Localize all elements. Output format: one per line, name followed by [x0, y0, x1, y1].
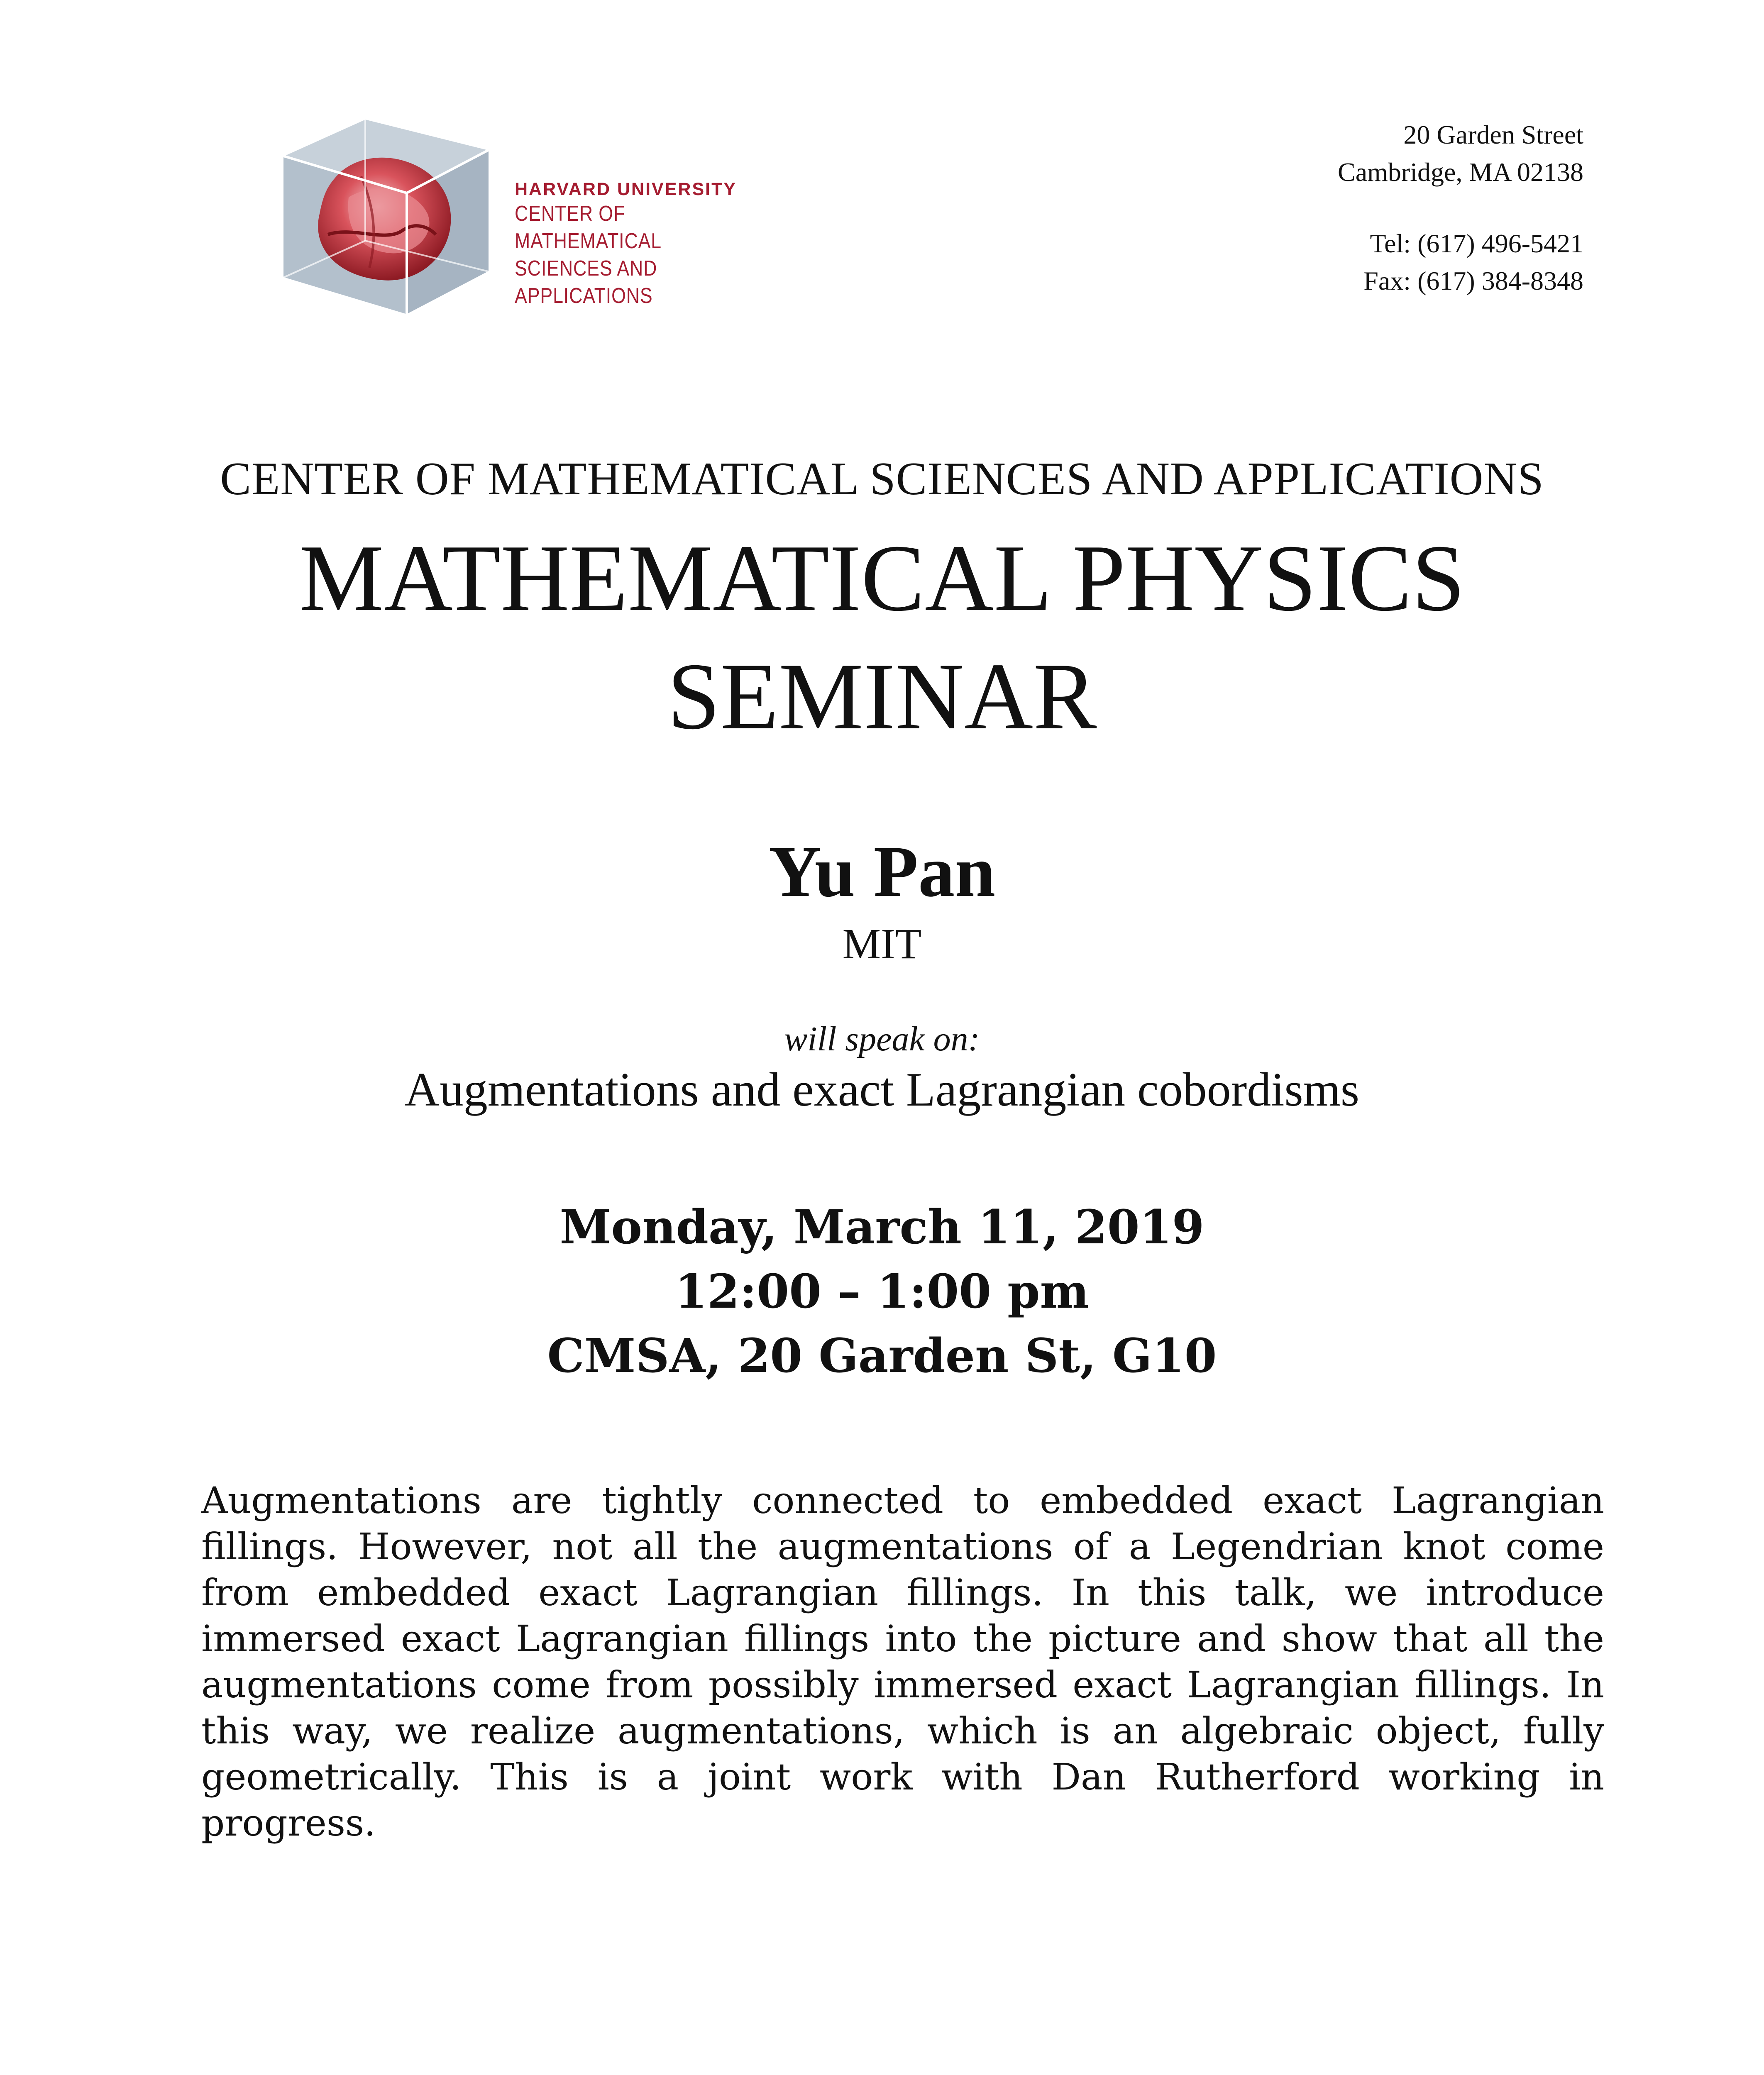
cmsa-cube-logo-icon: [278, 110, 498, 317]
speaker-name: Yu Pan: [768, 831, 996, 912]
event-date: Monday, March 11, 2019: [559, 1200, 1205, 1255]
event-location: CMSA, 20 Garden St, G10: [547, 1329, 1217, 1383]
event-time: 12:00 – 1:00 pm: [675, 1265, 1089, 1319]
speaker-affiliation: MIT: [842, 920, 922, 968]
event-details: [0, 1195, 1764, 1388]
talk-intro: will speak on:: [784, 1020, 980, 1058]
seminar-title-line1: MATHEMATICAL PHYSICS: [299, 525, 1465, 631]
address-city: Cambridge, MA 02138: [1338, 157, 1583, 187]
logo-center-name-line2: SCIENCES AND APPLICATIONS: [515, 256, 657, 308]
contact-fax: Fax: (617) 384-8348: [1363, 266, 1583, 295]
contact-phone: Tel: (617) 496-5421: [1370, 229, 1583, 258]
seminar-title: [0, 519, 1764, 755]
cmsa-logo-wordmark: [515, 178, 805, 310]
address-street: 20 Garden Street: [1403, 120, 1583, 149]
logo-center-name-line1: CENTER OF MATHEMATICAL: [515, 202, 662, 253]
talk-abstract: Augmentations are tightly connected to embedded exact Lagrangian fillings. However, not all the augmentations of a Legendrian knot come from embedded exact Lagrangian fillings. In this talk, we introduce immersed exact Lagrangian fillings into the picture and show that all the augmentations come from possibly immersed exact Lagrangian fillings. In this way, we realize augmentations, which is an algebraic object, fully geometrically. This is a joint work with Dan Rutherford working in progress.: [201, 1479, 1604, 1844]
contact-address-block: [1338, 116, 1583, 300]
talk-title: Augmentations and exact Lagrangian cobordisms: [404, 1063, 1359, 1116]
organization-title: CENTER OF MATHEMATICAL SCIENCES AND APPLICATIONS: [220, 453, 1544, 505]
logo-university-name: HARVARD UNIVERSITY: [515, 179, 737, 199]
seminar-title-line2: SEMINAR: [667, 643, 1097, 749]
